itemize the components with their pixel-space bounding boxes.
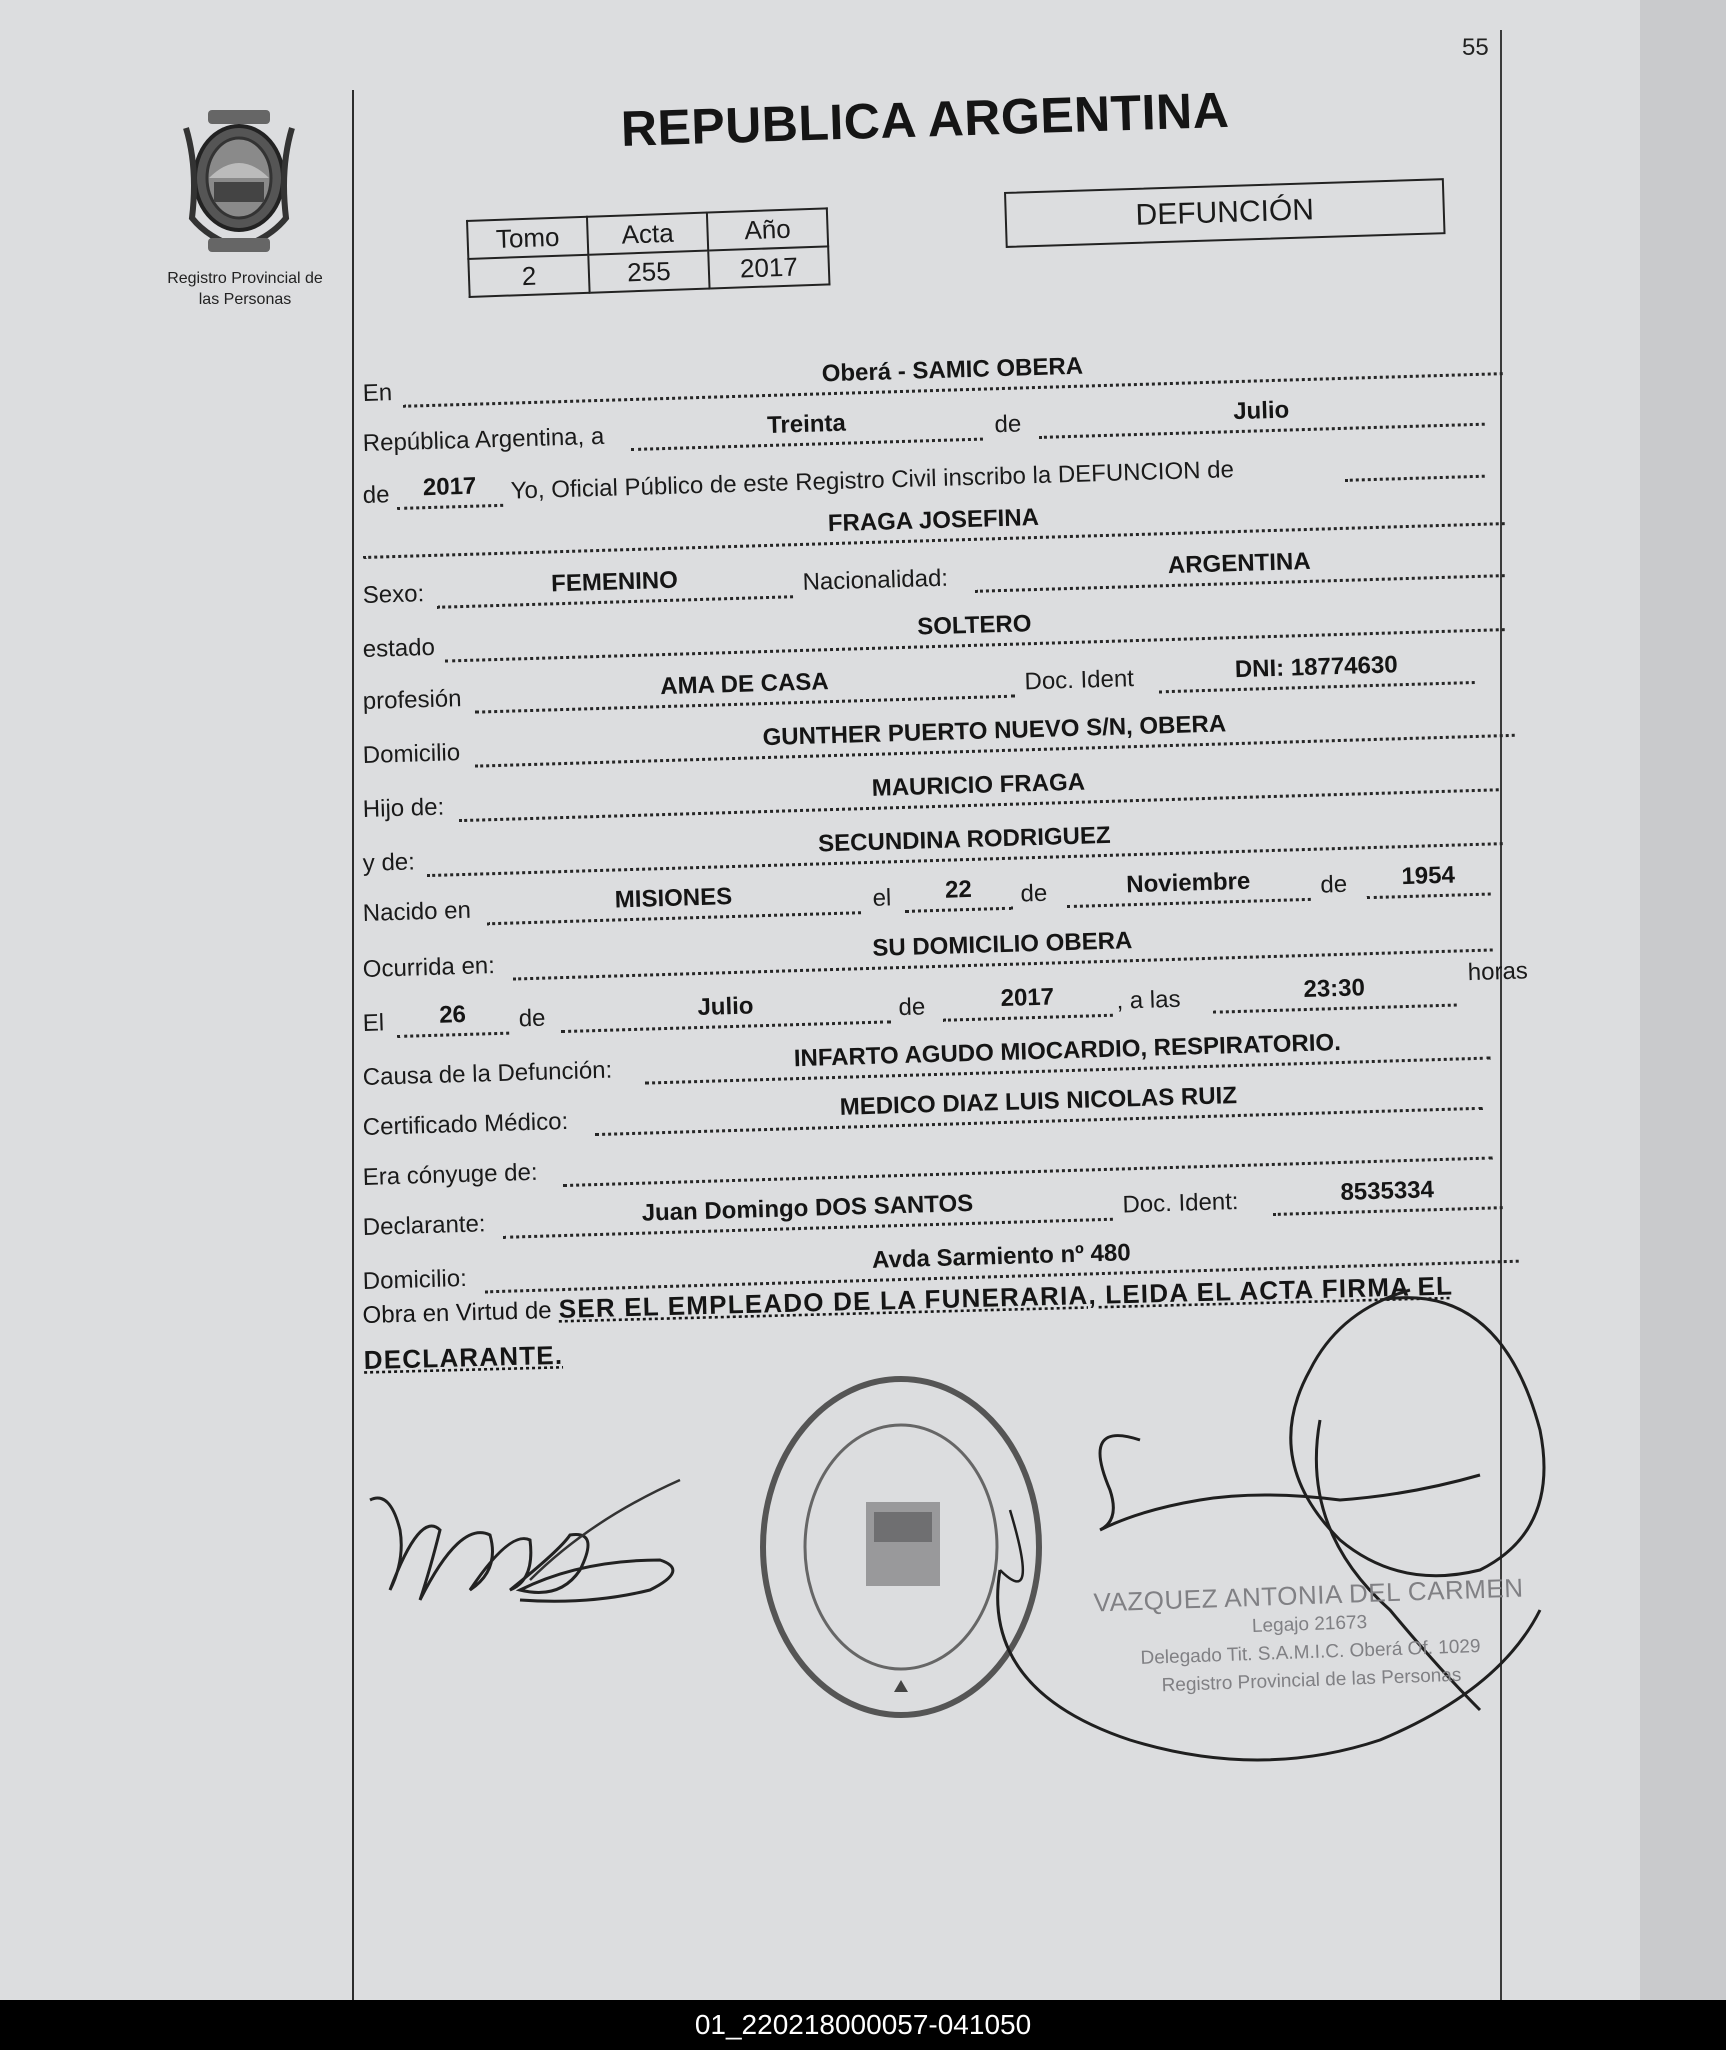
field-profesion: AMA DE CASA [474, 663, 1015, 714]
label-estado: estado [362, 633, 436, 663]
official-legajo: Legajo 21673 [1251, 1612, 1368, 1638]
record-type-box: DEFUNCIÓN [1004, 178, 1446, 248]
field-inscribo-blank [1344, 443, 1485, 482]
field-nacionalidad: ARGENTINA [974, 542, 1505, 593]
label-conyuge: Era cónyuge de: [362, 1158, 538, 1191]
label-domicilio: Domicilio [362, 739, 461, 769]
official-stamp [1088, 1572, 1532, 1702]
value-acta: 255 [588, 251, 709, 293]
field-mes-nac: Noviembre [1066, 866, 1311, 908]
label-de: de [994, 410, 1022, 439]
declarant-signature [360, 1440, 690, 1640]
page-edge [1640, 0, 1726, 2000]
label-doc: Doc. Ident [1024, 665, 1135, 696]
field-doc: DNI: 18774630 [1158, 649, 1475, 693]
field-dia-def: 26 [396, 1000, 509, 1038]
field-en: Oberá - SAMIC OBERA [402, 340, 1503, 408]
province-coat-of-arms-logo [178, 108, 300, 258]
field-nombre: FRAGA JOSEFINA [362, 490, 1505, 559]
label-hijo: Hijo de: [362, 793, 445, 823]
value-tomo: 2 [468, 255, 589, 297]
header-tomo: Tomo [467, 217, 588, 259]
label-declarante: Declarante: [362, 1210, 486, 1241]
scan-id-footer: 01_220218000057-041050 [0, 2000, 1726, 2050]
registry-label-line1: Registro Provincial de [167, 270, 323, 287]
field-certificado: MEDICO DIAZ LUIS NICOLAS RUIZ [594, 1075, 1483, 1136]
left-margin-line [352, 90, 354, 2000]
label-el: el [872, 884, 892, 912]
field-anio-nac: 1954 [1366, 861, 1491, 900]
official-cargo: Delegado Tit. S.A.M.I.C. Oberá Of. 1029 [1140, 1636, 1481, 1669]
record-table [466, 207, 831, 298]
field-anio: 2017 [396, 472, 503, 510]
document-title: REPUBLICA ARGENTINA [620, 81, 1231, 157]
header-anio: Año [707, 208, 828, 250]
label-causa: Causa de la Defunción: [362, 1056, 613, 1091]
label-certificado: Certificado Médico: [362, 1107, 569, 1141]
field-dia-letras: Treinta [630, 406, 983, 451]
page-number: 55 [1462, 34, 1489, 61]
label-en: En [362, 379, 393, 407]
label-alas: , a las [1116, 985, 1181, 1015]
label-de2: de [362, 481, 390, 509]
field-domicilio: GUNTHER PUERTO NUEVO S/N, OBERA [474, 702, 1515, 768]
registry-label [140, 268, 350, 310]
label-el2: El [362, 1009, 385, 1037]
label-de-nac: de [1020, 879, 1048, 908]
label-obra: Obra en Virtud de [362, 1297, 552, 1329]
label-de-nac2: de [1319, 870, 1348, 899]
label-republica: República Argentina, a [362, 422, 605, 457]
field-anio-def: 2017 [942, 982, 1113, 1022]
label-inscribo: Yo, Oficial Público de este Registro Civil inscribo la DEFUNCION de [510, 456, 1235, 505]
label-nacido: Nacido en [362, 896, 472, 927]
label-profesion: profesión [362, 685, 462, 715]
field-padre: MAURICIO FRAGA [458, 756, 1499, 822]
field-lugar-nac: MISIONES [486, 879, 861, 925]
field-causa: INFARTO AGUDO MIOCARDIO, RESPIRATORIO. [644, 1025, 1491, 1085]
field-domicilio2: Avda Sarmiento nº 480 [484, 1228, 1519, 1294]
header-acta: Acta [587, 213, 708, 255]
label-yde: y de: [362, 848, 416, 877]
field-estado: SOLTERO [444, 596, 1505, 662]
field-dia-nac: 22 [904, 875, 1013, 913]
label-sexo: Sexo: [362, 580, 425, 609]
value-anio: 2017 [708, 246, 829, 288]
registry-label-line2: las Personas [198, 291, 292, 308]
field-mes-def: Julio [560, 988, 891, 1033]
label-horas: horas [1467, 957, 1529, 987]
field-obra: SER EL EMPLEADO DE LA FUNERARIA, LEIDA EL ACTA FIRMA EL DECLARANTE. [363, 1270, 1454, 1375]
official-signature [960, 1270, 1570, 1810]
label-de-def2: de [898, 993, 926, 1022]
label-nacionalidad: Nacionalidad: [802, 564, 949, 596]
label-ocurrida: Ocurrida en: [362, 952, 496, 983]
official-org: Registro Provincial de las Personas [1161, 1664, 1462, 1697]
field-ocurrida: SU DOMICILIO OBERA [512, 916, 1493, 980]
field-madre: SECUNDINA RODRIGUEZ [426, 810, 1503, 877]
official-name: VAZQUEZ ANTONIA DEL CARMEN [1093, 1572, 1524, 1618]
label-domicilio2: Domicilio: [362, 1264, 468, 1295]
label-doc2: Doc. Ident: [1122, 1188, 1239, 1219]
label-de-def: de [518, 1004, 546, 1033]
field-mes: Julio [1038, 391, 1485, 439]
field-sexo: FEMENINO [436, 563, 793, 609]
field-declarante: Juan Domingo DOS SANTOS [502, 1186, 1113, 1239]
field-doc2: 8535334 [1272, 1174, 1503, 1216]
field-hora: 23:30 [1212, 972, 1457, 1014]
